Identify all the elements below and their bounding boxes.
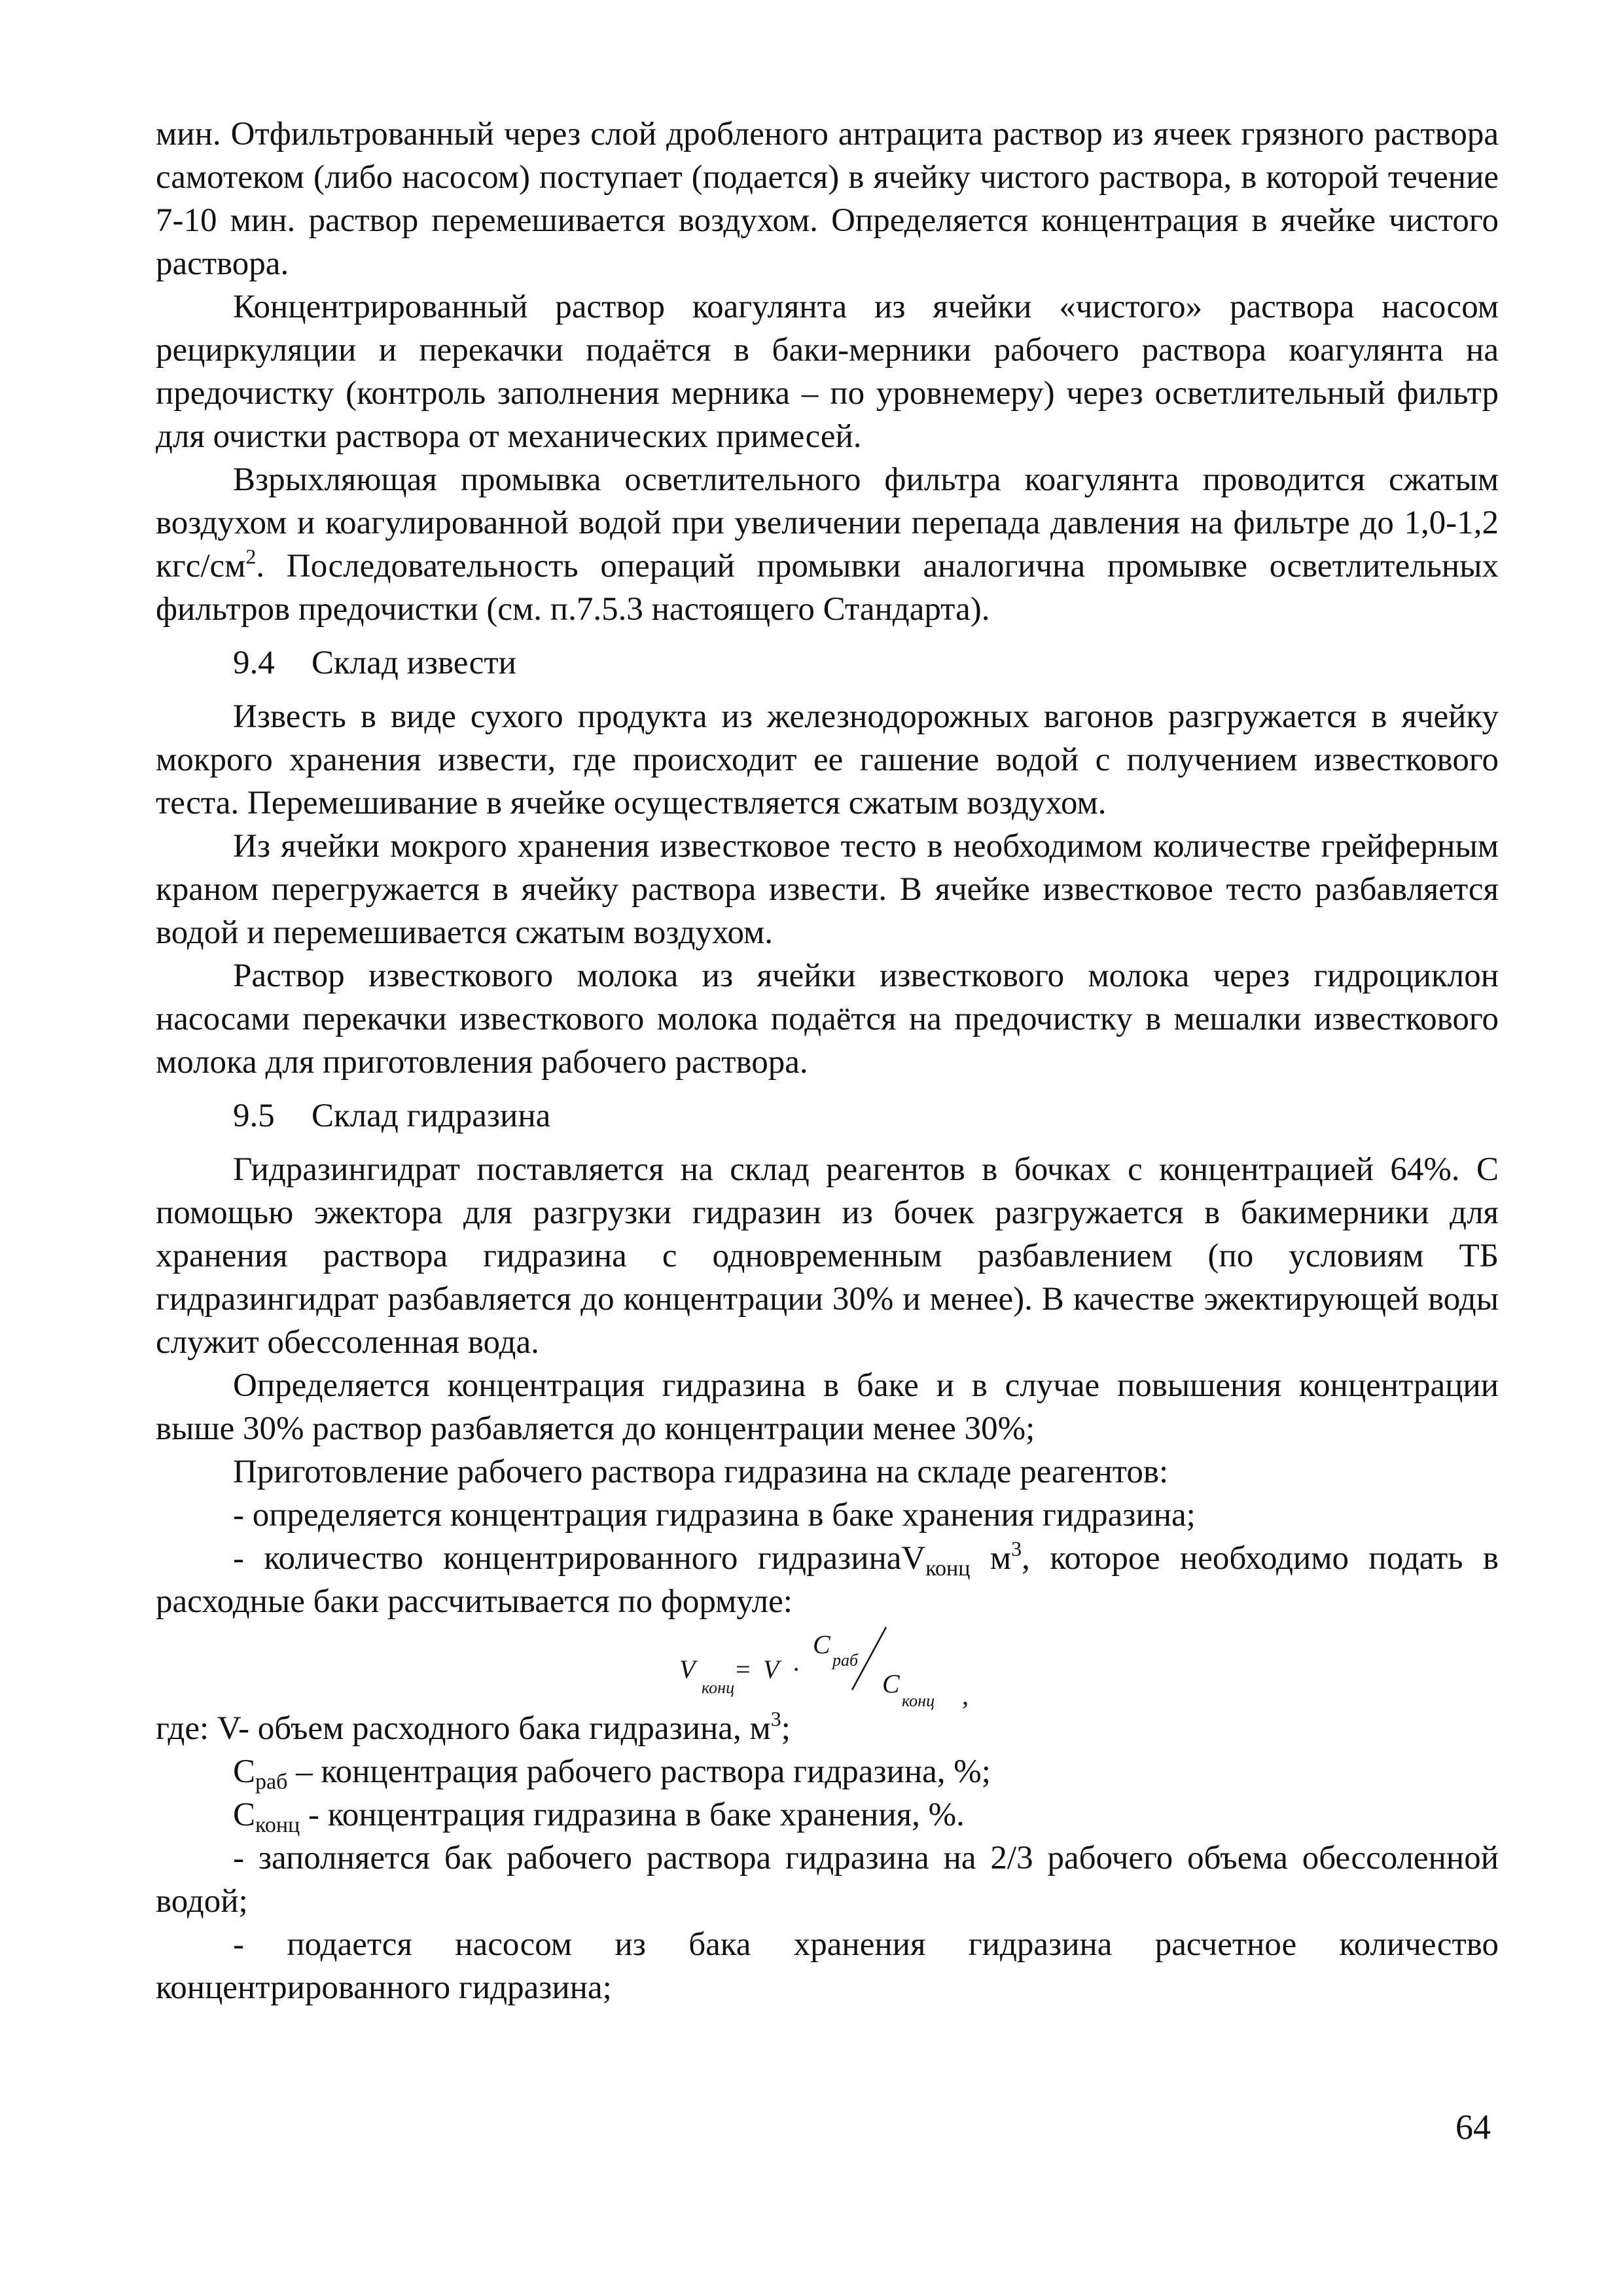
paragraph bbox=[156, 458, 1499, 631]
superscript: 2 bbox=[245, 545, 257, 568]
paragraph bbox=[156, 1707, 1499, 1750]
section-title: Склад извести bbox=[312, 645, 516, 681]
subscript: раб bbox=[255, 1770, 288, 1794]
paragraph: Определяется концентрация гидразина в баке и в случае повышения концентрации выше 30% раствор разбавляется до концентрации менее 30%; bbox=[156, 1367, 1499, 1447]
paragraph: мин. Отфильтрованный через слой дробленого антрацита раствор из ячеек грязного раствора самотеком (либо насосом) поступает (подается) в ячейку чистого раствора, в которой течение 7-10 мин. раствор перемешивается воздухом. Определяется концентрация в ячейке чистого раствора. bbox=[156, 116, 1499, 282]
formula-comma: , bbox=[962, 1681, 969, 1710]
document-page bbox=[156, 113, 1499, 2009]
superscript: 3 bbox=[770, 1707, 781, 1731]
formula-denominator: C bbox=[882, 1669, 900, 1698]
formula-lhs-variable: V bbox=[679, 1655, 696, 1684]
formula-lhs-subscript: конц bbox=[702, 1678, 735, 1697]
paragraph-text: . Последовательность операций промывки аналогична промывке осветлительных фильтров предочистки (см. п.7.5.3 настоящего Стандарта). bbox=[156, 548, 1499, 628]
paragraph-text: - концентрация гидразина в баке хранения, %. bbox=[300, 1797, 965, 1833]
paragraph-text: , которое необходимо подать в расходные баки рассчитывается по формуле: bbox=[156, 1540, 1499, 1620]
section-number: 9.5 bbox=[233, 1098, 275, 1134]
formula bbox=[156, 1623, 1499, 1710]
section-heading-9-5 bbox=[156, 1094, 1499, 1138]
paragraph: Гидразингидрат поставляется на склад реагентов в бочках с концентрацией 64%. С помощью эжектора для разгрузки гидразин из бочек разгружается в бакимерники для хранения раствора гидразина с одновременным разбавлением (по условиям ТБ гидразингидрат разбавляется до концентрации 30% и менее). В качестве эжектирующей воды служит обессоленная вода. bbox=[156, 1151, 1499, 1361]
section-title: Склад гидразина bbox=[312, 1098, 551, 1134]
paragraph-text: м bbox=[970, 1540, 1012, 1577]
formula-numerator: C bbox=[813, 1630, 830, 1659]
list-item: - подается насосом из бака хранения гидразина расчетное количество концентрированного гидразина; bbox=[156, 1926, 1499, 2006]
subscript: конц bbox=[925, 1556, 971, 1581]
paragraph: Раствор известкового молока из ячейки известкового молока через гидроциклон насосами перекачки известкового молока подаётся на предочистку в мешалки известкового молока для приготовления рабочего раствора. bbox=[156, 958, 1499, 1081]
formula-equals: = bbox=[736, 1655, 751, 1684]
superscript: 3 bbox=[1011, 1537, 1022, 1560]
formula-multiply-dot: · bbox=[792, 1655, 801, 1684]
paragraph-text: ; bbox=[781, 1710, 791, 1747]
paragraph-text: С bbox=[233, 1797, 256, 1833]
list-item: - определяется концентрация гидразина в баке хранения гидразина; bbox=[233, 1497, 1196, 1534]
page-number: 64 bbox=[1455, 2108, 1491, 2147]
formula-rhs-variable: V bbox=[763, 1655, 779, 1684]
section-number: 9.4 bbox=[233, 645, 275, 681]
paragraph: Известь в виде сухого продукта из железнодорожных вагонов разгружается в ячейку мокрого хранения извести, где происходит ее гашение водой с получением известкового теста. Перемешивание в ячейке осуществляется сжатым воздухом. bbox=[156, 698, 1499, 821]
paragraph: Из ячейки мокрого хранения известковое тесто в необходимом количестве грейферным краном перегружается в ячейку раствора извести. В ячейке известковое тесто разбавляется водой и перемешивается сжатым воздухом. bbox=[156, 828, 1499, 951]
paragraph: Концентрированный раствор коагулянта из ячейки «чистого» раствора насосом рециркуляции и перекачки подаётся в баки-мерники рабочего раствора коагулянта на предочистку (контроль заполнения мерника – по уровнемеру) через осветлительный фильтр для очистки раствора от механических примесей. bbox=[156, 289, 1499, 455]
list-item bbox=[156, 1537, 1499, 1623]
paragraph bbox=[156, 1793, 1499, 1837]
paragraph-text: С bbox=[233, 1753, 256, 1790]
paragraph bbox=[156, 1750, 1499, 1793]
paragraph-text: – концентрация рабочего раствора гидразина, %; bbox=[287, 1753, 991, 1790]
subscript: конц bbox=[255, 1813, 300, 1837]
formula-denominator-subscript: конц bbox=[902, 1691, 935, 1710]
section-heading-9-4 bbox=[156, 641, 1499, 685]
paragraph: Приготовление рабочего раствора гидразина на складе реагентов: bbox=[233, 1454, 1169, 1490]
formula-numerator-subscript: раб bbox=[832, 1651, 859, 1670]
paragraph-text: Взрыхляющая промывка осветлительного фильтра коагулянта проводится сжатым воздухом и коагулированной водой при увеличении перепада давления на фильтре до 1,0-1,2 кгс/см bbox=[156, 461, 1499, 584]
paragraph-text: - количество концентрированного гидразинаV bbox=[233, 1540, 926, 1577]
list-item: - заполняется бак рабочего раствора гидразина на 2/3 рабочего объема обессоленной водой; bbox=[156, 1840, 1499, 1920]
paragraph-text: где: V- объем расходного бака гидразина, м bbox=[156, 1710, 771, 1747]
